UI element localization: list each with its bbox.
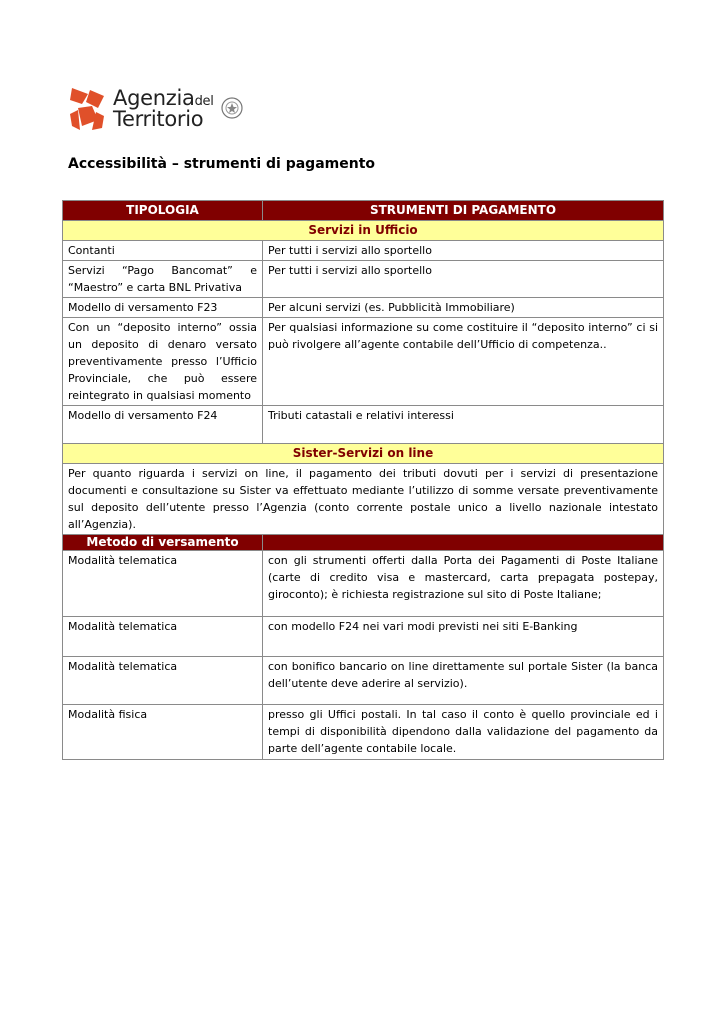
payment-instruments-table [62,200,664,760]
header-strumenti: STRUMENTI DI PAGAMENTO [263,201,664,221]
table-row [63,464,664,535]
cell-tipologia: Servizi “Pago Bancomat” e “Maestro” e carta BNL Privativa [63,261,263,298]
section-sister: Sister-Servizi on line [63,444,664,464]
cell-modalita: Modalità fisica [63,705,263,760]
header-metodo: Metodo di versamento [63,535,263,551]
header-metodo-empty [263,535,664,551]
agency-logo [68,84,258,134]
cell-strumento: Per tutti i servizi allo sportello [263,261,664,298]
table-row [63,657,664,705]
table-row [63,261,664,298]
logo-mark-icon [68,86,106,132]
table-row [63,705,664,760]
section-servizi-ufficio: Servizi in Ufficio [63,221,664,241]
table-row [63,406,664,444]
sister-description: Per quanto riguarda i servizi on line, il pagamento dei tributi dovuti per i servizi di presentazione documenti e consultazione su Sister va effettuato mediante l’utilizzo di somme versate preventivamente sul deposito dell’utente presso l’Agenzia (conto corrente postale unico a livello nazionale intestato all’Agenzia). [63,464,664,535]
republic-seal-icon [220,95,244,121]
logo-line1: Agenzia [113,86,195,110]
header-tipologia: TIPOLOGIA [63,201,263,221]
cell-modalita: Modalità telematica [63,657,263,705]
cell-tipologia: Modello di versamento F23 [63,298,263,318]
table-row [63,318,664,406]
metodo-header-row [63,535,664,551]
table-header-row [63,201,664,221]
table-row [63,241,664,261]
page-title: Accessibilità – strumenti di pagamento [68,156,376,172]
cell-modalita: Modalità telematica [63,617,263,657]
logo-line1-small: del [194,94,214,109]
cell-tipologia: Con un “deposito interno” ossia un deposito di denaro versato preventivamente presso l’Ufficio Provinciale, che può essere reintegrato in qualsiasi momento [63,318,263,406]
cell-strumento: Per qualsiasi informazione su come costituire il “deposito interno” ci si può rivolgere all’agente contabile dell’Ufficio di competenza.. [263,318,664,406]
cell-tipologia: Contanti [63,241,263,261]
cell-strumento: Per tutti i servizi allo sportello [263,241,664,261]
table-row [63,551,664,617]
cell-modalita: Modalità telematica [63,551,263,617]
cell-descrizione: con bonifico bancario on line direttamente sul portale Sister (la banca dell’utente deve aderire al servizio). [263,657,664,705]
cell-descrizione: con gli strumenti offerti dalla Porta dei Pagamenti di Poste Italiane (carte di credito visa e mastercard, carta prepagata postepay, giroconto); è richiesta registrazione sul sito di Poste Italiane; [263,551,664,617]
logo-line2: Territorio [113,107,204,131]
cell-tipologia: Modello di versamento F24 [63,406,263,444]
table-row [63,298,664,318]
cell-strumento: Tributi catastali e relativi interessi [263,406,664,444]
table-row [63,617,664,657]
section-row [63,221,664,241]
section-row [63,444,664,464]
cell-descrizione: presso gli Uffici postali. In tal caso il conto è quello provinciale ed i tempi di disponibilità dipendono dalla validazione del pagamento da parte dell’agente contabile locale. [263,705,664,760]
cell-strumento: Per alcuni servizi (es. Pubblicità Immobiliare) [263,298,664,318]
cell-descrizione: con modello F24 nei vari modi previsti nei siti E-Banking [263,617,664,657]
